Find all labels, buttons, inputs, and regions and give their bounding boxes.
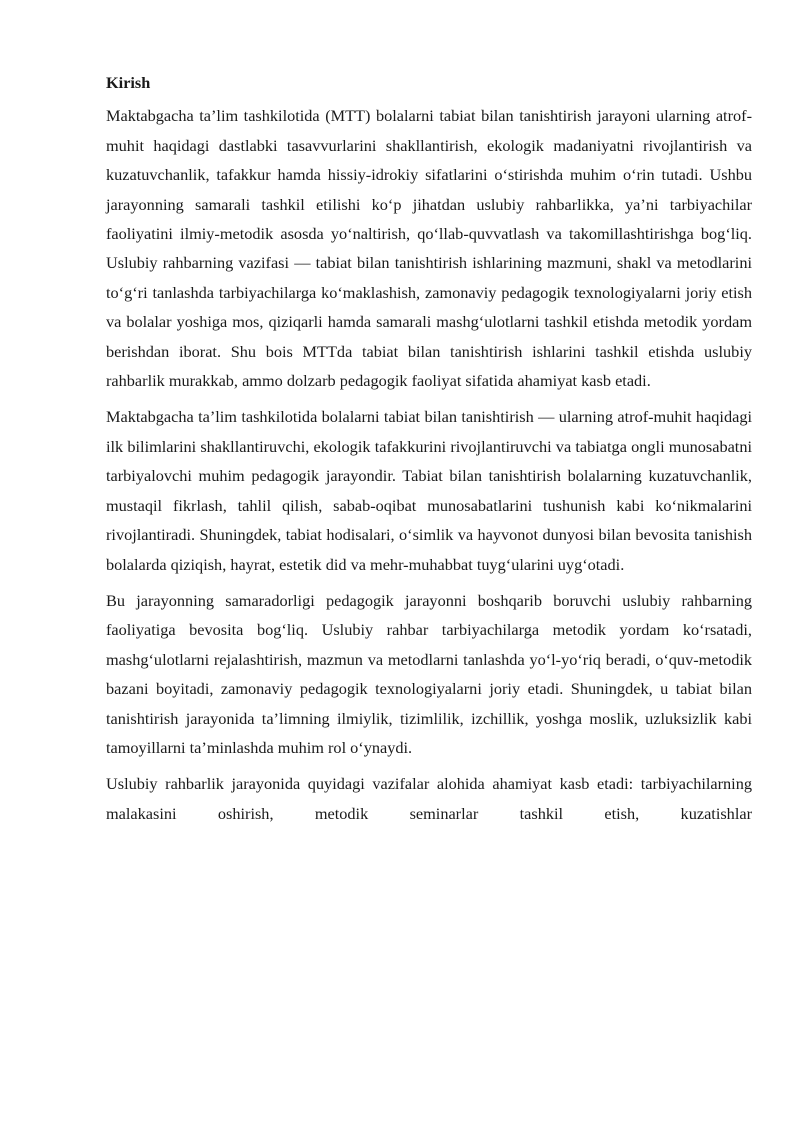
paragraph-1: Maktabgacha ta’lim tashkilotida (MTT) bolalarni tabiat bilan tanishtirish jarayoni ularning atrof-muhit haqidagi dastlabki tasavvurlarini shakllantirish, ekologik madaniyatni rivojlantirish va kuzatuvchanlik, tafakkur hamda hissiy-idrokiy sifatlarini o‘stirishda muhim o‘rin tutadi. Ushbu jarayonning samarali tashkil etilishi ko‘p jihatdan uslubiy rahbarlikka, ya’ni tarbiyachilar faoliyatini ilmiy-metodik asosda yo‘naltirish, qo‘llab-quvvatlash va takomillashtirishga bog‘liq. Uslubiy rahbarning vazifasi — tabiat bilan tanishtirish ishlarining mazmuni, shakl va metodlarini to‘g‘ri tanlashda tarbiyachilarga ko‘maklashish, zamonaviy pedagogik texnologiyalarni joriy etish va bolalar yoshiga mos, qiziqarli hamda samarali mashg‘ulotlarni tashkil etishda metodik yordam berishdan iborat. Shu bois MTTda tabiat bilan tanishtirish ishlarini tashkil etishda uslubiy rahbarlik murakkab, ammo dolzarb pedagogik faoliyat sifatida ahamiyat kasb etadi. xyxy=(106,106,752,391)
paragraph-3: Bu jarayonning samaradorligi pedagogik jarayonni boshqarib boruvchi uslubiy rahbarning faoliyatiga bevosita bog‘liq. Uslubiy rahbar tarbiyachilarga metodik yordam ko‘rsatadi, mashg‘ulotlarni rejalashtirish, mazmun va metodlarni tanlashda yo‘l-yo‘riq beradi, o‘quv-metodik bazani boyitadi, zamonaviy pedagogik texnologiyalarni joriy etadi. Shuningdek, u tabiat bilan tanishtirish jarayonida ta’limning ilmiylik, tizimlilik, izchillik, yoshga moslik, uzluksizlik kabi tamoyillarni ta’minlashda muhim rol o‘ynaydi. xyxy=(106,590,752,757)
document-page xyxy=(106,68,752,835)
paragraph-2: Maktabgacha ta’lim tashkilotida bolalarni tabiat bilan tanishtirish — ularning atrof-muhit haqidagi ilk bilimlarini shakllantiruvchi, ekologik tafakkurini rivojlantiruvchi va tabiatga ongli munosabatni tarbiyalovchi muhim pedagogik jarayondir. Tabiat bilan tanishtirish bolalarning kuzatuvchanlik, mustaqil fikrlash, tahlil qilish, sabab-oqibat munosabatlarini tushunish kabi ko‘nikmalarini rivojlantiradi. Shuningdek, tabiat hodisalari, o‘simlik va hayvonot dunyosi bilan bevosita tanishish bolalarda qiziqish, hayrat, estetik did va mehr-muhabbat tuyg‘ularini uyg‘otadi. xyxy=(106,407,752,574)
paragraph-4: Uslubiy rahbarlik jarayonida quyidagi vazifalar alohida ahamiyat kasb etadi: tarbiyachilarning malakasini oshirish, metodik seminarlar tashkil etish, kuzatishlar xyxy=(106,774,752,823)
section-heading: Kirish xyxy=(106,73,151,92)
